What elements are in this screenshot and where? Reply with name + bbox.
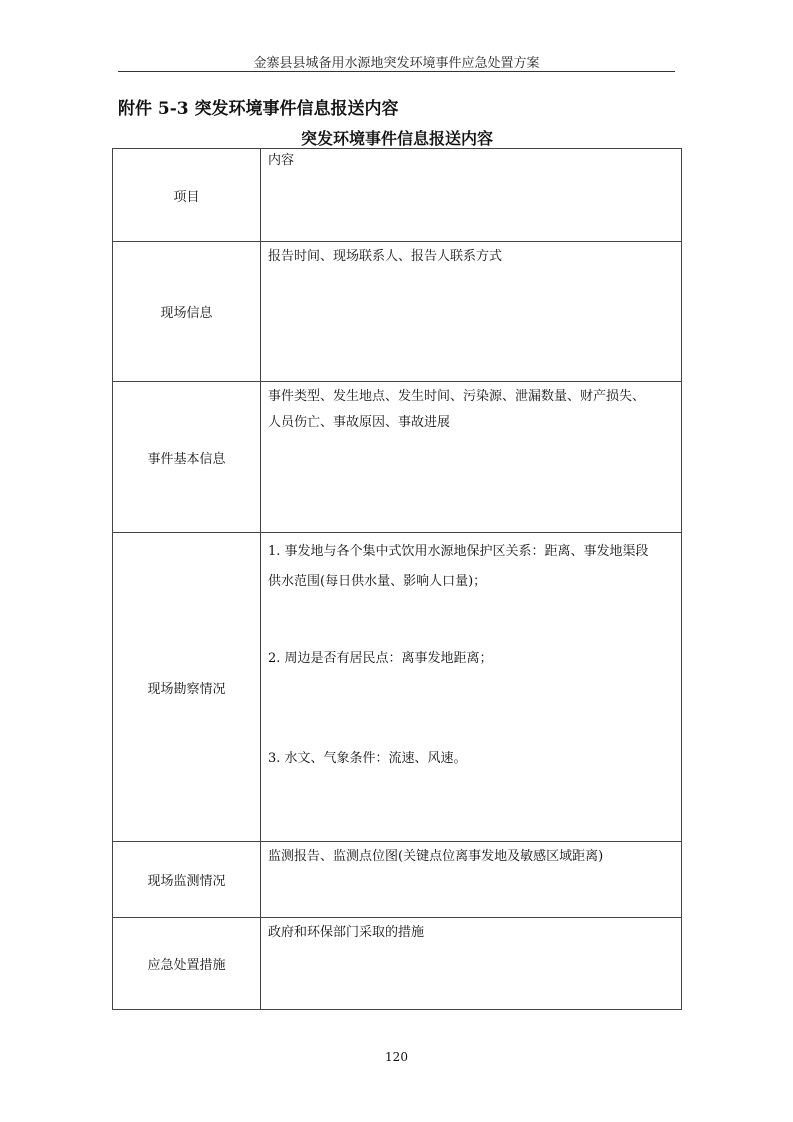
content-line: 监测报告、监测点位图(关键点位离事发地及敏感区域距离) <box>268 849 604 864</box>
content-line: 供水范围(每日供水量、影响人口量)； <box>268 574 487 589</box>
row-label: 应急处置措施 <box>113 918 261 1010</box>
row-content <box>261 382 682 533</box>
row-content <box>261 242 682 382</box>
row-content <box>261 918 682 1010</box>
row-label: 事件基本信息 <box>113 382 261 533</box>
content-line: 1. 事发地与各个集中式饮用水源地保护区关系：距离、事发地渠段 <box>268 544 649 559</box>
table-row <box>113 533 682 842</box>
table-title: 突发环境事件信息报送内容 <box>300 129 493 148</box>
info-table <box>112 148 682 1010</box>
row-label: 现场勘察情况 <box>113 533 261 842</box>
content-line: 事件类型、发生地点、发生时间、污染源、泄漏数量、财产损失、 <box>268 389 646 404</box>
annex-title: 附件 5-3 突发环境事件信息报送内容 <box>118 99 399 119</box>
content-line: 2. 周边是否有居民点：离事发地距离； <box>268 651 493 666</box>
content-line: 报告时间、现场联系人、报告人联系方式 <box>268 249 503 264</box>
content-line: 人员伤亡、事故原因、事故进展 <box>268 415 451 430</box>
table-row <box>113 382 682 533</box>
content-line: 3. 水文、气象条件：流速、风速。 <box>268 751 467 766</box>
content-line: 内容 <box>268 153 295 168</box>
running-header: 金寨县县城备用水源地突发环境事件应急处置方案 <box>253 56 540 71</box>
row-label: 现场信息 <box>113 242 261 382</box>
spacer <box>268 674 675 744</box>
row-content <box>261 149 682 242</box>
content-line: 政府和环保部门采取的措施 <box>268 925 425 940</box>
row-content <box>261 842 682 918</box>
table-row <box>113 918 682 1010</box>
header-rule <box>118 71 675 72</box>
page-number: 120 <box>385 1050 408 1064</box>
table-row <box>113 149 682 242</box>
table-row <box>113 842 682 918</box>
spacer <box>268 597 675 644</box>
row-content <box>261 533 682 842</box>
row-label: 项目 <box>113 149 261 242</box>
row-label: 现场监测情况 <box>113 842 261 918</box>
table-row <box>113 242 682 382</box>
